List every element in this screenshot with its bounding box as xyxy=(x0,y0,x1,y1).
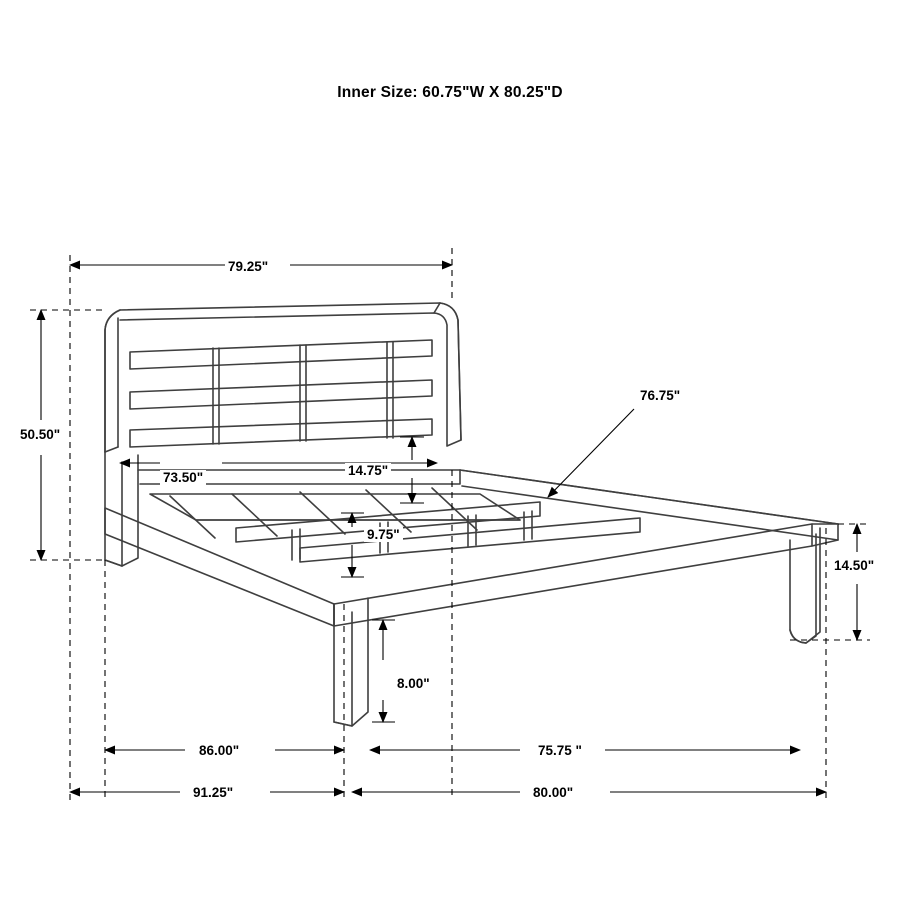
dimension-label-headboard-height: 50.50" xyxy=(20,427,61,442)
dimension-label-rail-height: 9.75" xyxy=(364,527,403,542)
dimension-label-overall-length-left: 91.25" xyxy=(190,785,236,800)
dimension-label-slat-gap-height: 14.75" xyxy=(345,463,391,478)
dimension-label-frame-depth-left: 86.00" xyxy=(196,743,242,758)
dimension-label-frame-depth-right: 75.75 " xyxy=(535,743,585,758)
page-title: Inner Size: 60.75"W X 80.25"D xyxy=(337,84,563,101)
dimension-label-side-rail-length: 76.75" xyxy=(637,388,683,403)
dimension-label-headboard-lower-width: 73.50" xyxy=(160,470,206,485)
dimension-label-headboard-width: 79.25" xyxy=(225,259,271,274)
dimension-label-leg-clearance: 8.00" xyxy=(394,676,433,691)
dimension-label-footboard-height: 14.50" xyxy=(834,558,875,573)
dimension-label-overall-length-right: 80.00" xyxy=(530,785,576,800)
